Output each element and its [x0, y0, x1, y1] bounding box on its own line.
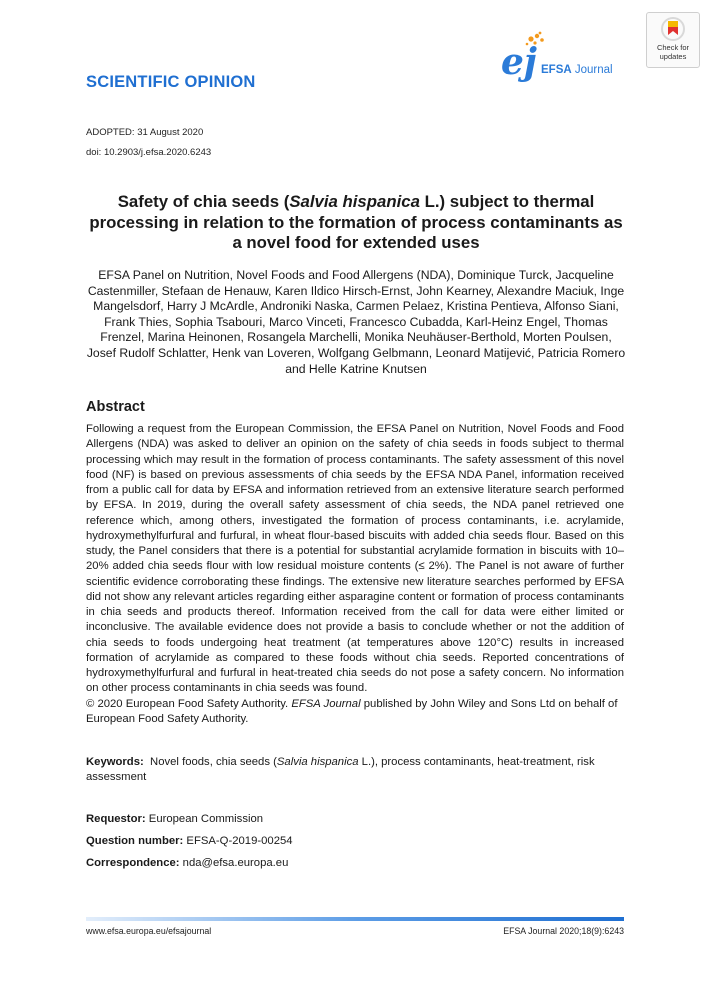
abstract-heading: Abstract — [86, 399, 145, 415]
paper-title: Safety of chia seeds (Salvia hispanica L.) subject to thermal processing in relation to the formation of process contaminants as a novel food for extended uses — [89, 192, 623, 252]
adopted-date: ADOPTED: 31 August 2020 — [86, 127, 204, 138]
abstract-text: Following a request from the European Commission, the EFSA Panel on Nutrition, Novel Foods and Food Allergens (NDA) was asked to deliver an opinion on the safety of chia seeds in foods subject to thermal processing which may result in the formation of process contaminants. The safety assessment of this novel food (NF) is based on previous assessments of chia seeds by the EFSA NDA Panel, information received from a public call for data by EFSA and information retrieved from an extensive literature search performed by EFSA. In 2019, during the overall safety assessment of chia seeds, the NDA panel retrieved one reference which, among others, investigated the formation of process contaminants, i.e. acrylamide, hydroxymethylfurfural and furfural, in wheat flour-based biscuits with added chia seeds flour. Based on this study, the Panel considers that there is a potential for substantial acrylamide formation in biscuits with 10–20% added chia seeds flour with low residual moisture contents (≤ 2%). The Panel is not aware of further scientific evidence corroborating these findings. The extensive new literature searches performed by EFSA did not show any relevant articles regarding either asparagine content or formation of process contaminants in chia seeds and products thereof. Information received from the call for data were either limited or inconclusive. The available evidence does not provide a basis to conclude whether or not the addition of chia seeds to foods undergoing heat treatment (at temperatures above 120°C) results in increased formation of acrylamide as compared to these foods without chia seeds. Reported concentrations of hydroxymethylfurfural and furfural in heat-treated chia seeds do not pose a safety concern. No information on other process contaminants in chia seeds was found. — [86, 423, 624, 695]
badge-text: Check for updates — [656, 43, 690, 61]
footer-citation: EFSA Journal 2020;18(9):6243 — [503, 926, 624, 936]
journal-brand: EFSA Journal — [541, 64, 613, 76]
copyright-notice: © 2020 European Food Safety Authority. EFSA Journal published by John Wiley and Sons Ltd on behalf of European Food Safety Authority. — [86, 698, 618, 726]
question-number: Question number: EFSA-Q-2019-00254 — [86, 835, 293, 847]
correspondence: Correspondence: nda@efsa.europa.eu — [86, 857, 289, 869]
footer-url[interactable]: www.efsa.europa.eu/efsajournal — [86, 926, 212, 936]
ej-mark: ej — [501, 41, 537, 83]
requestor: Requestor: European Commission — [86, 813, 264, 825]
author-list: EFSA Panel on Nutrition, Novel Foods and Food Allergens (NDA), Dominique Turck, Jacqueline Castenmiller, Stefaan de Henauw, Karen Ildico Hirsch-Ernst, John Kearney, Alexandre Maciuk, Inge Mangelsdorf, Harry J McArdle, Androniki Naska, Carmen Pelaez, Kristina Pentieva, Alfonso Siani, Frank Thies, Sophia Tsabouri, Marco Vinceti, Francesco Cubadda, Karl-Heinz Engel, Thomas Frenzel, Marina Heinonen, Rosangela Marchelli, Monika Neuhäuser-Berthold, Morten Poulsen, Josef Rudolf Schlatter, Henk van Loveren, Wolfgang Gelbmann, Leonard Matijević, Patricia Romero and Helle Katrine Knutsen — [86, 268, 626, 376]
efsa-journal-logo — [497, 30, 627, 85]
check-for-updates-badge[interactable] — [646, 12, 700, 68]
footer-divider — [86, 917, 624, 921]
doi[interactable]: doi: 10.2903/j.efsa.2020.6243 — [86, 147, 212, 158]
ej-logo-icon — [497, 30, 627, 85]
keywords: Keywords: Novel foods, chia seeds (Salvia hispanica L.), process contaminants, heat-treatment, risk assessment — [86, 756, 595, 784]
bookmark-icon — [647, 13, 699, 43]
section-label: SCIENTIFIC OPINION — [86, 73, 256, 91]
